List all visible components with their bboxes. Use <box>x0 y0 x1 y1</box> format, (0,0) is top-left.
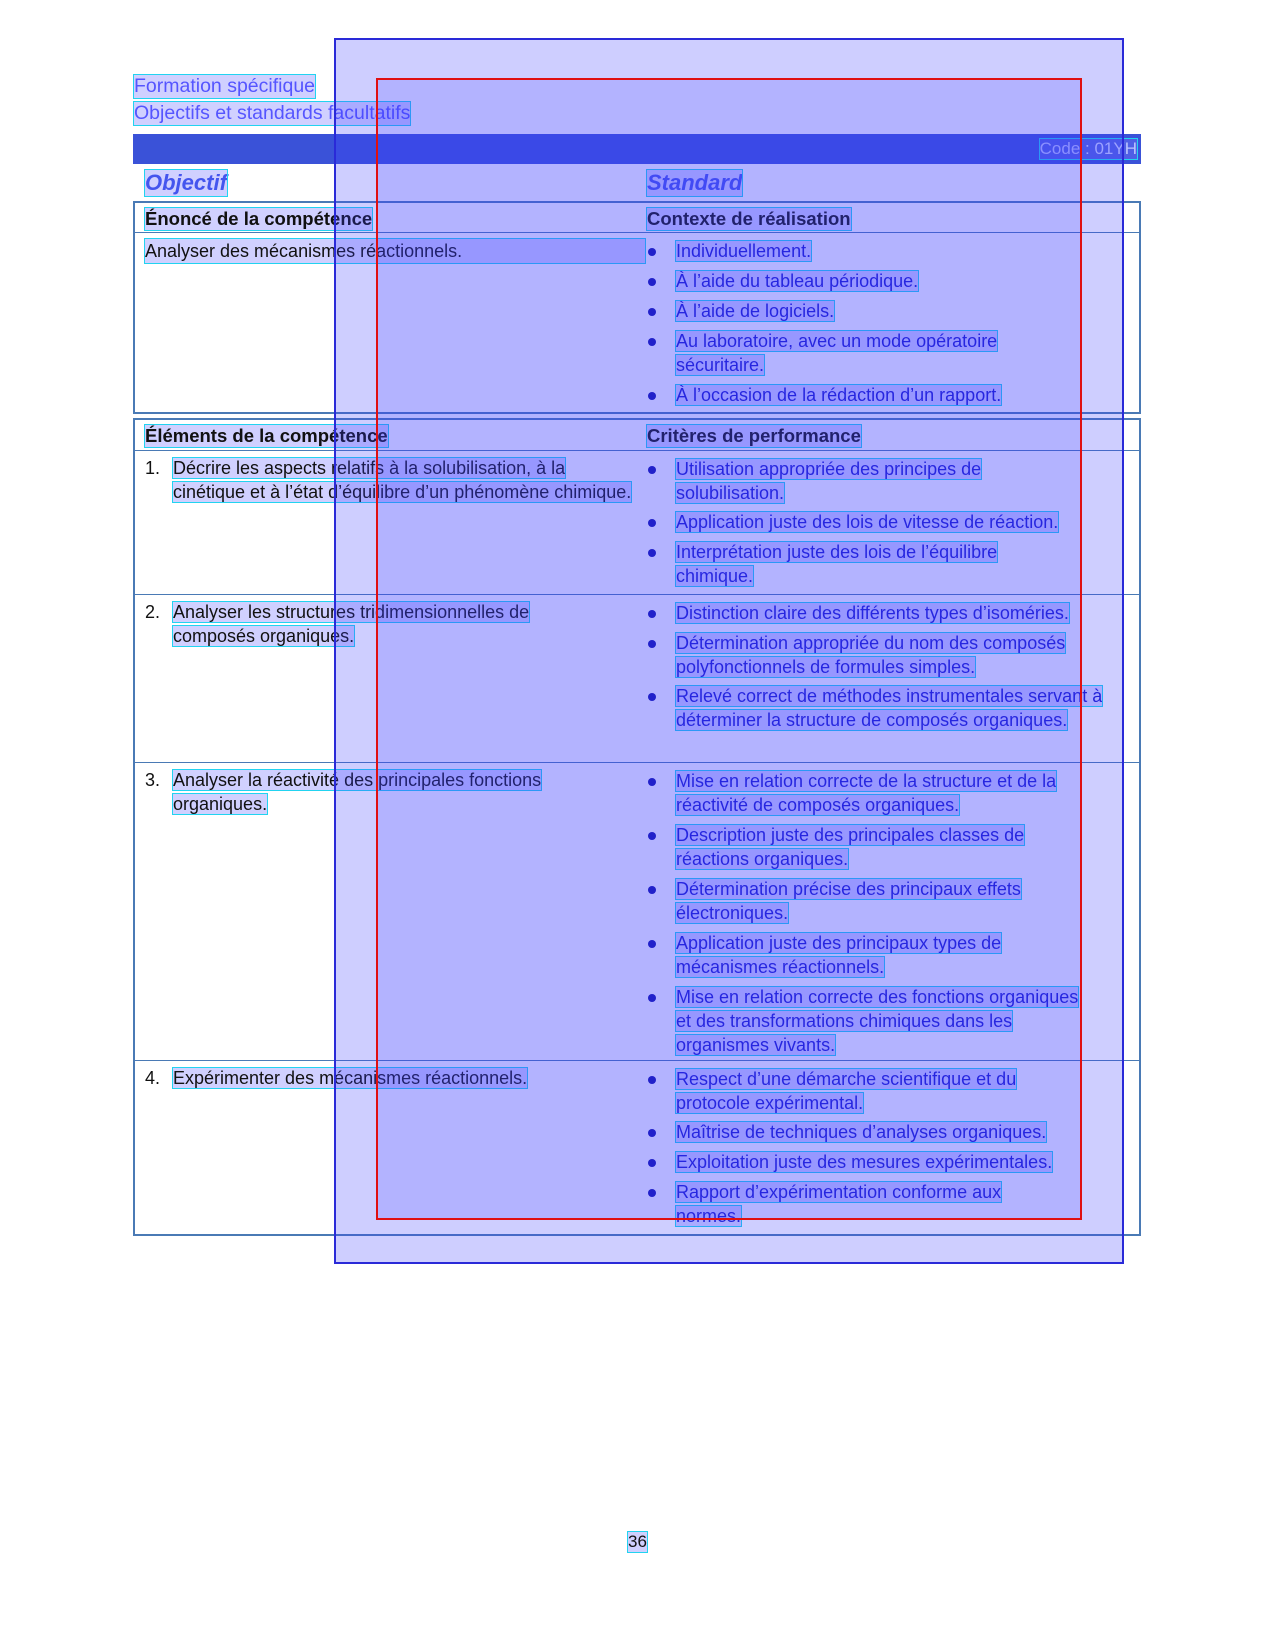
context-item: À l’aide du tableau périodique. <box>676 271 919 291</box>
course-code: Code : 01YH <box>1039 139 1137 158</box>
bullet-icon <box>648 778 656 786</box>
competence-divider <box>135 232 1139 233</box>
criterion-item: Rapport d’expérimentation conforme aux normes. <box>676 1182 1002 1226</box>
bullet-icon <box>648 693 656 701</box>
element-number: 4. <box>145 1068 161 1088</box>
bullet-icon <box>648 1129 656 1137</box>
context-item: Au laboratoire, avec un mode opératoire sécuritaire. <box>676 331 998 375</box>
bullet-icon <box>648 392 656 400</box>
criterion-item: Interprétation juste des lois de l’équilibre chimique. <box>676 542 998 586</box>
criteria-heading: Critères de performance <box>647 425 861 446</box>
code-bar <box>133 134 1141 164</box>
element-number: 1. <box>145 458 161 478</box>
elements-heading: Éléments de la compétence <box>145 425 388 446</box>
criterion-item: Relevé correct de méthodes instrumentales servant à déterminer la structure de composés organiques. <box>676 686 1103 730</box>
elements-divider <box>135 450 1139 451</box>
bullet-icon <box>648 549 656 557</box>
section-title: Formation spécifique <box>134 75 316 97</box>
criterion-item: Distinction claire des différents types d’isoméries. <box>676 603 1069 623</box>
criterion-item: Détermination appropriée du nom des composés polyfonctionnels de formules simples. <box>676 633 1066 677</box>
bullet-icon <box>648 832 656 840</box>
row-divider <box>135 1060 1139 1061</box>
criterion-item: Application juste des principaux types de mécanismes réactionnels. <box>676 933 1002 977</box>
criterion-item: Mise en relation correcte de la structure et de la réactivité de composés organiques. <box>676 771 1057 815</box>
criterion-item: Détermination précise des principaux effets électroniques. <box>676 879 1021 923</box>
bullet-icon <box>648 1189 656 1197</box>
context-item: À l’aide de logiciels. <box>676 301 835 321</box>
element-text: Décrire les aspects relatifs à la solubilisation, à la cinétique et à l’état d’équilibre d’un phénomène chimique. <box>173 458 632 502</box>
element-number: 2. <box>145 602 161 622</box>
criterion-item: Description juste des principales classes de réactions organiques. <box>676 825 1025 869</box>
bullet-icon <box>648 1076 656 1084</box>
context-item: Individuellement. <box>676 241 812 261</box>
column-standard: Standard <box>647 170 743 195</box>
column-objective: Objectif <box>145 170 227 195</box>
bullet-icon <box>648 519 656 527</box>
bullet-icon <box>648 994 656 1002</box>
bullet-icon <box>648 308 656 316</box>
criterion-item: Utilisation appropriée des principes de solubilisation. <box>676 459 982 503</box>
page-number: 36 <box>628 1532 647 1551</box>
criterion-item: Application juste des lois de vitesse de réaction. <box>676 512 1059 532</box>
criterion-item: Respect d’une démarche scientifique et du protocole expérimental. <box>676 1069 1017 1113</box>
bullet-icon <box>648 640 656 648</box>
context-item: À l’occasion de la rédaction d’un rapport. <box>676 385 1002 405</box>
competence-heading: Énoncé de la compétence <box>145 208 373 229</box>
criterion-item: Exploitation juste des mesures expérimentales. <box>676 1152 1053 1172</box>
bullet-icon <box>648 248 656 256</box>
subsection-title: Objectifs et standards facultatifs <box>134 102 411 124</box>
bullet-icon <box>648 338 656 346</box>
row-divider <box>135 594 1139 595</box>
element-text: Expérimenter des mécanismes réactionnels. <box>173 1068 528 1088</box>
context-heading: Contexte de réalisation <box>647 208 851 229</box>
bullet-icon <box>648 278 656 286</box>
elements-box <box>133 418 1141 1236</box>
element-text: Analyser les structures tridimensionnelles de composés organiques. <box>173 602 530 646</box>
bullet-icon <box>648 886 656 894</box>
element-text: Analyser la réactivité des principales fonctions organiques. <box>173 770 542 814</box>
row-divider <box>135 762 1139 763</box>
bullet-icon <box>648 610 656 618</box>
competence-statement: Analyser des mécanismes réactionnels. <box>145 239 645 263</box>
bullet-icon <box>648 940 656 948</box>
element-number: 3. <box>145 770 161 790</box>
criterion-item: Mise en relation correcte des fonctions organiques et des transformations chimiques dans les organismes vivants. <box>676 987 1079 1055</box>
criterion-item: Maîtrise de techniques d’analyses organiques. <box>676 1122 1047 1142</box>
bullet-icon <box>648 466 656 474</box>
bullet-icon <box>648 1159 656 1167</box>
